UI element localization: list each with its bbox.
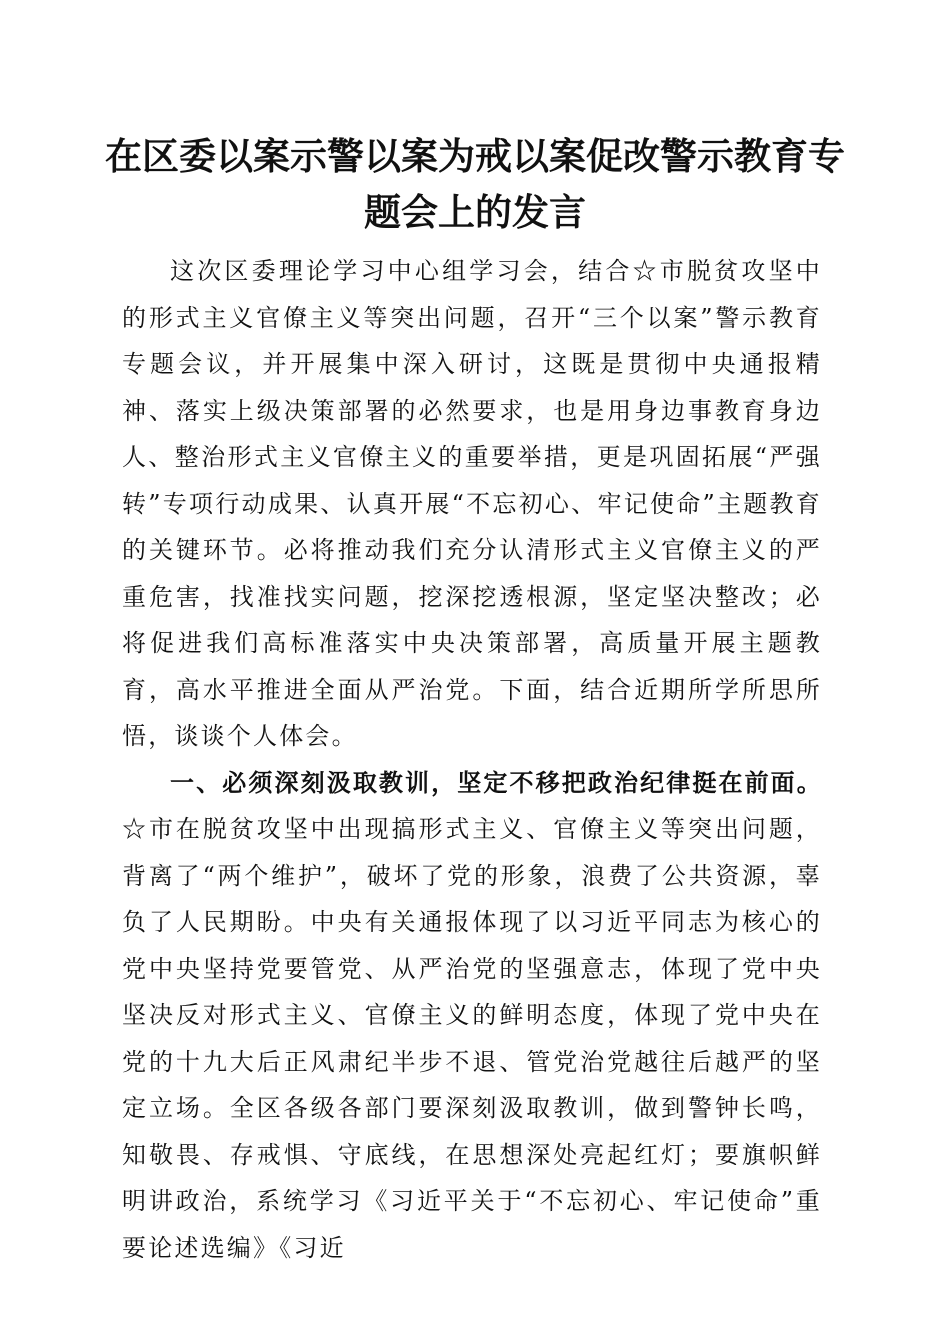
document-body	[122, 248, 822, 1271]
paragraph-intro	[122, 248, 822, 760]
paragraph-intro-text: 这次区委理论学习中心组学习会，结合☆市脱贫攻坚中的形式主义官僚主义等突出问题，召开“三个以案”警示教育专题会议，并开展集中深入研讨，这既是贯彻中央通报精神、落实上级决策部署的必然要求，也是用身边事教育身边人、整治形式主义官僚主义的重要举措，更是巩固拓展“严强转”专项行动成果、认真开展“不忘初心、牢记使命”主题教育的关键环节。必将推动我们充分认清形式主义官僚主义的严重危害，找准找实问题，挖深挖透根源，坚定坚决整改；必将促进我们高标准落实中央决策部署，高质量开展主题教育，高水平推进全面从严治党。下面，结合近期所学所思所悟，谈谈个人体会。	[122, 257, 822, 750]
section-one-text: ☆市在脱贫攻坚中出现搞形式主义、官僚主义等突出问题，背离了“两个维护”，破坏了党的形象，浪费了公共资源，辜负了人民期盼。中央有关通报体现了以习近平同志为核心的党中央坚持党要管党、从严治党的坚强意志，体现了党中央坚决反对形式主义、官僚主义的鲜明态度，体现了党中央在党的十九大后正风肃纪半步不退、管党治党越往后越严的坚定立场。全区各级各部门要深刻汲取教训，做到警钟长鸣，知敬畏、存戒惧、守底线，在思想深处亮起红灯；要旗帜鲜明讲政治，系统学习《习近平关于“不忘初心、牢记使命”重要论述选编》《习近	[122, 815, 822, 1262]
paragraph-section-one	[122, 760, 822, 1272]
document-title: 在区委以案示警以案为戒以案促改警示教育专题会上的发言	[105, 134, 845, 234]
section-one-heading: 一、必须深刻汲取教训，坚定不移把政治纪律挺在前面。	[170, 767, 822, 797]
